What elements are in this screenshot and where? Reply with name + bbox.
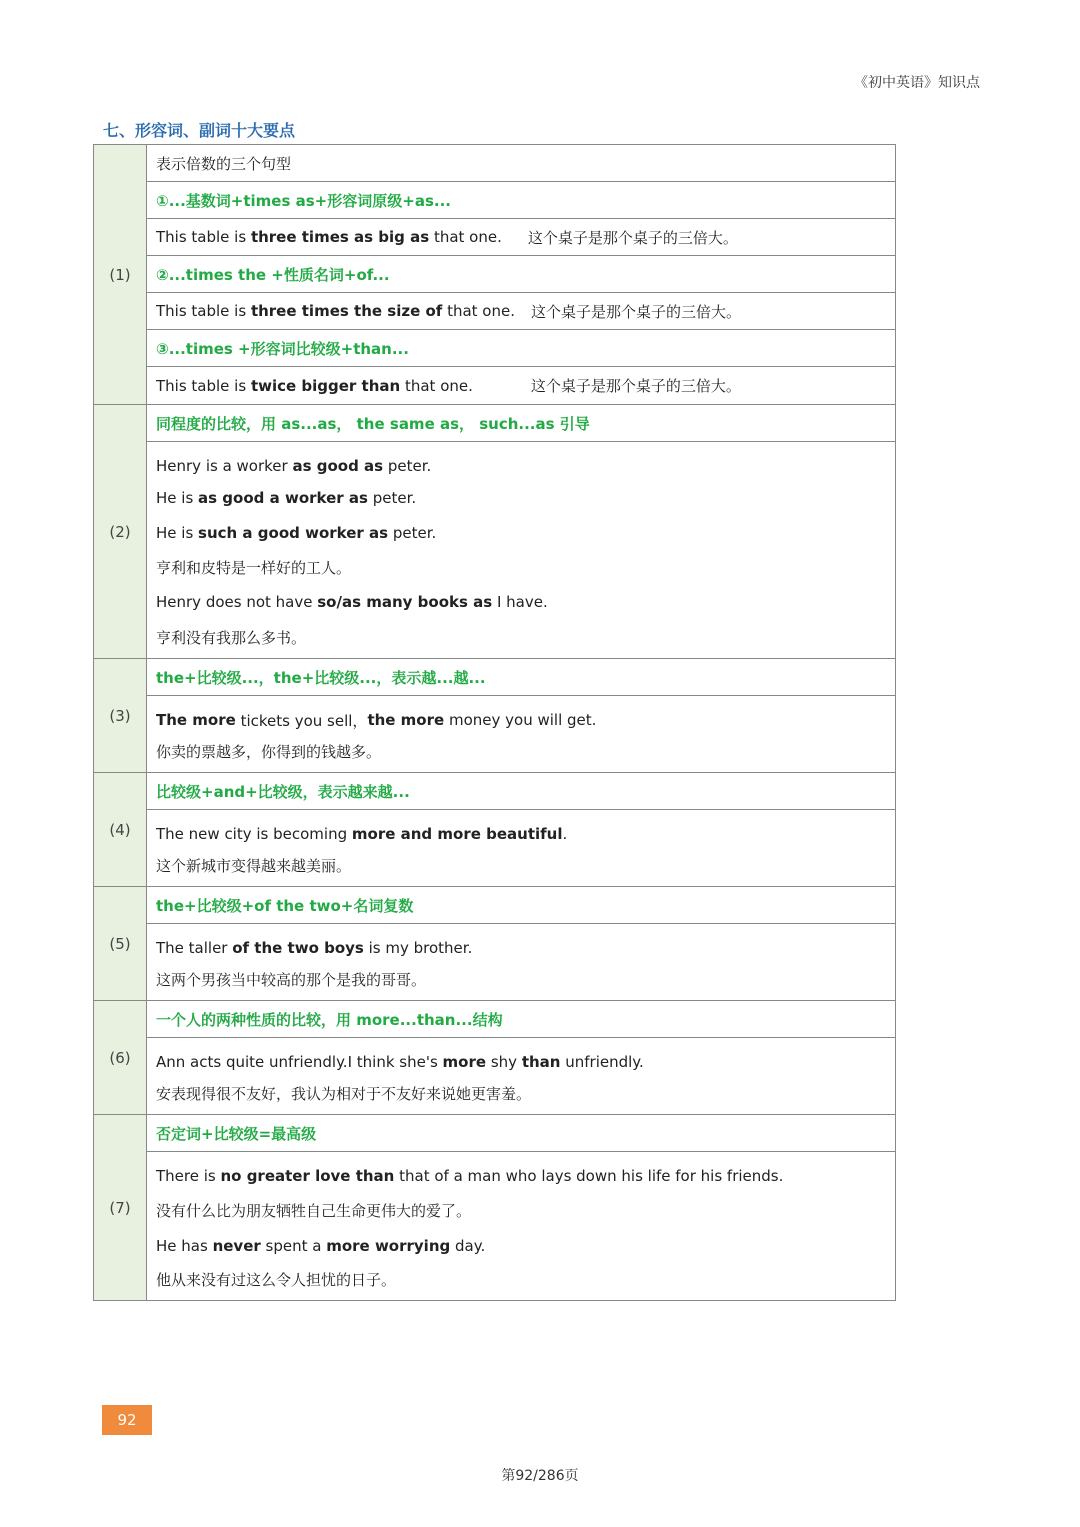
table-group-1: [94, 145, 896, 405]
group-number: (4): [94, 773, 147, 886]
example-text: that one.: [400, 376, 473, 395]
group-heading: 表示倍数的三个句型: [147, 145, 895, 182]
example-text: I have.: [492, 593, 548, 611]
grammar-table: [93, 144, 896, 1301]
example-line: [156, 582, 895, 622]
example-translation: 这两个男孩当中较高的那个是我的哥哥。: [156, 970, 427, 989]
pattern-heading: 同程度的比较，用 as...as， the same as， such...as 引导: [147, 405, 895, 442]
page-footer: 第92/286页: [501, 1468, 579, 1484]
example-row: [147, 293, 895, 330]
example-row: [147, 219, 895, 256]
example-line: [156, 450, 895, 482]
table-group-3: [94, 659, 896, 773]
example-line: [156, 704, 895, 736]
example-block: [147, 1152, 895, 1300]
example-line: [156, 1228, 895, 1264]
example-text: Henry is a worker: [156, 457, 293, 475]
example-bold: as good a worker as: [198, 489, 368, 507]
example-bold: twice bigger than: [250, 376, 401, 395]
example-translation: 安表现得很不友好，我认为相对于不友好来说她更害羞。: [156, 1084, 532, 1103]
pattern-heading: the+比较级...，the+比较级...，表示越...越...: [147, 659, 895, 696]
example-bold: no greater love than: [220, 1167, 395, 1185]
example-translation: 这个桌子是那个桌子的三倍大。: [530, 377, 741, 395]
example-bold: the more: [367, 711, 445, 729]
example-text: spent a: [260, 1237, 327, 1255]
example-line: [156, 1160, 895, 1192]
group-number: (7): [94, 1115, 147, 1300]
example-text: peter.: [388, 524, 437, 542]
example-text: day.: [450, 1237, 486, 1255]
group-content: [147, 405, 896, 658]
example-text: This table is: [156, 228, 251, 246]
example-translation: 这个新城市变得越来越美丽。: [156, 856, 352, 875]
pattern-heading: 否定词+比较级=最高级: [147, 1115, 895, 1152]
example-line: [156, 482, 895, 514]
example-bold: more: [442, 1053, 487, 1071]
example-text: tickets you sell，: [235, 711, 368, 730]
example-block: [147, 1038, 895, 1114]
example-block: [147, 696, 895, 772]
example-bold: so/as many books as: [317, 593, 493, 611]
example-text: The taller: [156, 939, 233, 957]
example-text: shy: [486, 1053, 522, 1071]
example-text: Henry does not have: [156, 593, 318, 611]
example-text: peter.: [383, 457, 432, 475]
example-text: He is: [156, 524, 199, 542]
group-content: [147, 1115, 896, 1300]
group-content: [147, 773, 896, 886]
example-text: There is: [156, 1167, 221, 1185]
example-translation: 这个桌子是那个桌子的三倍大。: [530, 302, 741, 321]
example-translation: 这个桌子是那个桌子的三倍大。: [527, 228, 738, 247]
group-number: (2): [94, 405, 147, 658]
table-group-4: [94, 773, 896, 887]
example-line: [156, 1046, 895, 1078]
table-group-5: [94, 887, 896, 1001]
example-text: This table is: [156, 376, 251, 395]
example-bold: than: [521, 1053, 561, 1071]
example-text: is my brother.: [363, 939, 473, 957]
example-row: [147, 367, 895, 404]
section-title: 七、形容词、副词十大要点: [103, 121, 296, 140]
group-number: (5): [94, 887, 147, 1000]
group-number: (6): [94, 1001, 147, 1114]
document-header: 《初中英语》知识点: [854, 75, 980, 91]
example-bold: never: [212, 1237, 261, 1255]
example-bold: The more: [156, 711, 236, 729]
example-text: He is: [156, 489, 199, 507]
page-number-badge: 92: [102, 1405, 152, 1435]
example-text: The new city is becoming: [156, 825, 352, 843]
table-group-2: [94, 405, 896, 659]
example-block: [147, 810, 895, 886]
example-text: unfriendly.: [560, 1053, 644, 1071]
example-line: [156, 818, 895, 850]
group-content: [147, 659, 896, 772]
group-content: [147, 887, 896, 1000]
group-number: (1): [94, 145, 147, 404]
example-bold: of the two boys: [232, 939, 364, 957]
example-text: money you will get.: [444, 711, 597, 729]
example-text: Ann acts quite unfriendly.I think she's: [156, 1053, 443, 1071]
example-translation: 没有什么比为朋友牺牲自己生命更伟大的爱了。: [156, 1201, 472, 1220]
group-content: [147, 145, 896, 404]
example-text: This table is: [156, 302, 251, 320]
example-line: [156, 514, 895, 552]
example-bold: more and more beautiful: [351, 825, 563, 843]
example-translation: 他从来没有过这么令人担忧的日子。: [156, 1270, 397, 1289]
pattern-heading: ①...基数词+times as+形容词原级+as...: [147, 182, 895, 219]
group-content: [147, 1001, 896, 1114]
example-bold: as good as: [292, 457, 384, 475]
example-text: .: [562, 825, 568, 843]
example-line: [156, 932, 895, 964]
example-text: that one.: [442, 302, 515, 320]
example-text: that one.: [429, 228, 502, 246]
table-group-6: [94, 1001, 896, 1115]
pattern-heading: ③...times +形容词比较级+than...: [147, 330, 895, 367]
example-text: peter.: [367, 489, 417, 507]
example-text: that of a man who lays down his life for his friends.: [394, 1167, 784, 1185]
group-number: (3): [94, 659, 147, 772]
example-bold: three times as big as: [250, 228, 430, 246]
example-translation: 亨利没有我那么多书。: [156, 628, 307, 647]
example-text: He has: [156, 1237, 213, 1255]
example-bold: such a good worker as: [198, 524, 389, 542]
table-group-7: [94, 1115, 896, 1301]
pattern-heading: 比较级+and+比较级，表示越来越...: [147, 773, 895, 810]
example-translation: 亨利和皮特是一样好的工人。: [156, 558, 352, 577]
example-translation: 你卖的票越多，你得到的钱越多。: [156, 742, 382, 761]
example-block: [147, 924, 895, 1000]
pattern-heading: ②...times the +性质名词+of...: [147, 256, 895, 293]
example-bold: more worrying: [326, 1237, 451, 1255]
pattern-heading: 一个人的两种性质的比较，用 more...than...结构: [147, 1001, 895, 1038]
pattern-heading: the+比较级+of the two+名词复数: [147, 887, 895, 924]
example-block: [147, 442, 895, 658]
example-bold: three times the size of: [250, 302, 443, 320]
